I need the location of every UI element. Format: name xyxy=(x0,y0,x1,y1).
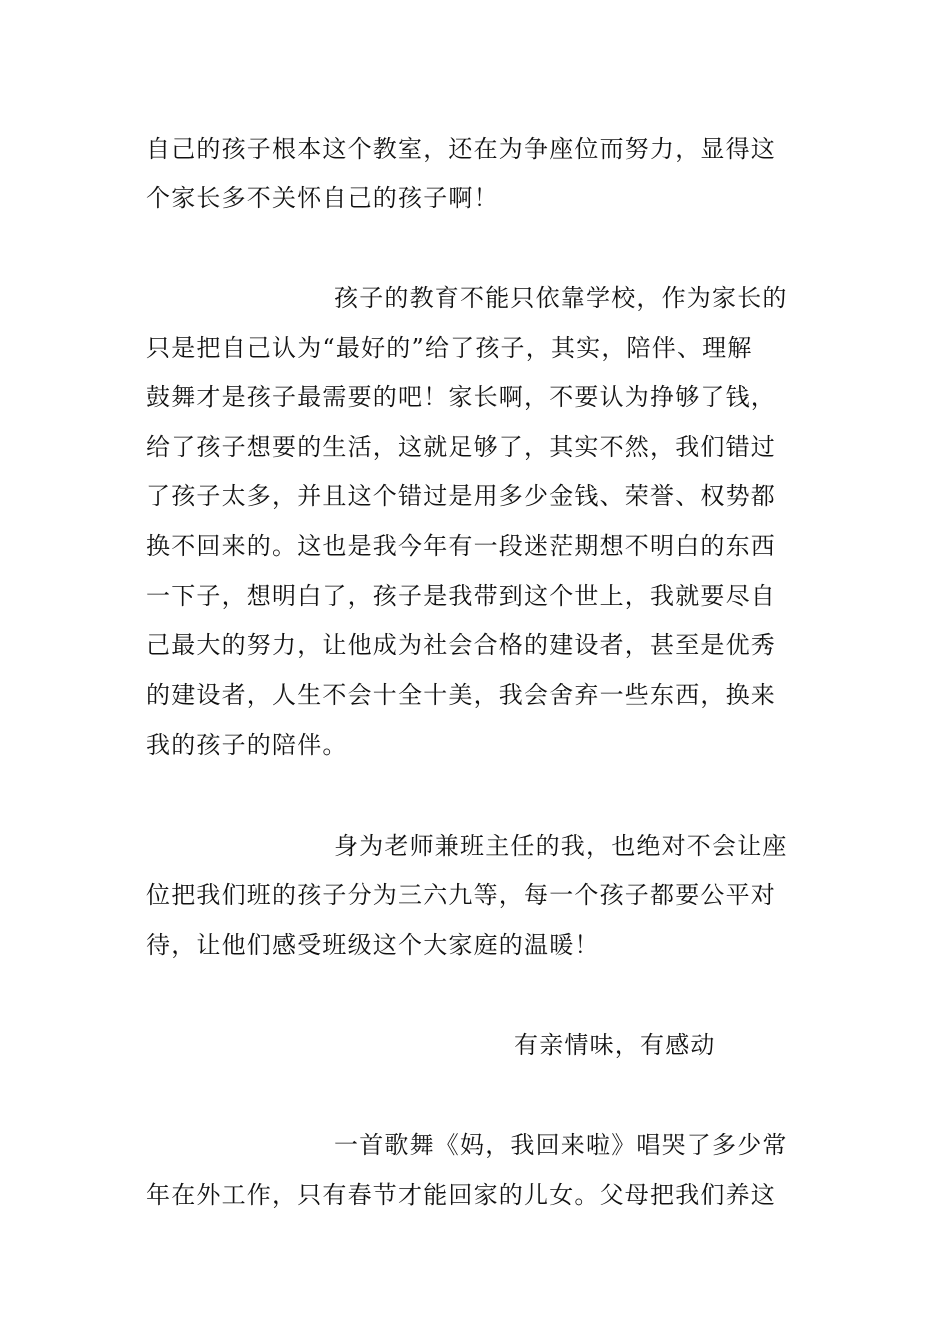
paragraph-line: 一下子，想明白了，孩子是我带到这个世上，我就要尽自 xyxy=(146,582,776,610)
paragraph-line: 孩子的教育不能只依靠学校，作为家长的 xyxy=(334,284,788,312)
paragraph-line: 身为老师兼班主任的我，也绝对不会让座 xyxy=(334,832,788,860)
paragraph-line: 一首歌舞《妈，我回来啦》唱哭了多少常 xyxy=(334,1131,788,1159)
paragraph-line: 个家长多不关怀自己的孩子啊！ xyxy=(146,184,499,212)
paragraph-line: 位把我们班的孩子分为三六九等，每一个孩子都要公平对 xyxy=(146,881,776,909)
paragraph-line: 自己的孩子根本这个教室，还在为争座位而努力，显得这 xyxy=(146,135,776,163)
paragraph-line: 换不回来的。这也是我今年有一段迷茫期想不明白的东西 xyxy=(146,532,776,560)
paragraph-line: 鼓舞才是孩子最需要的吧！家长啊，不要认为挣够了钱， xyxy=(146,383,776,411)
paragraph-line: 年在外工作，只有春节才能回家的儿女。父母把我们养这 xyxy=(146,1181,776,1209)
paragraph-line: 待，让他们感受班级这个大家庭的温暖！ xyxy=(146,931,600,959)
paragraph-line: 我的孩子的陪伴。 xyxy=(146,731,348,759)
paragraph-line: 的建设者，人生不会十全十美，我会舍弃一些东西，换来 xyxy=(146,681,776,709)
paragraph-line: 给了孩子想要的生活，这就足够了，其实不然，我们错过 xyxy=(146,433,776,461)
paragraph-line: 只是把自己认为“最好的”给了孩子，其实，陪伴、理解 xyxy=(146,334,753,362)
section-heading: 有亲情味，有感动 xyxy=(514,1031,716,1059)
paragraph-line: 了孩子太多，并且这个错过是用多少金钱、荣誉、权势都 xyxy=(146,482,776,510)
paragraph-line: 己最大的努力，让他成为社会合格的建设者，甚至是优秀 xyxy=(146,631,776,659)
